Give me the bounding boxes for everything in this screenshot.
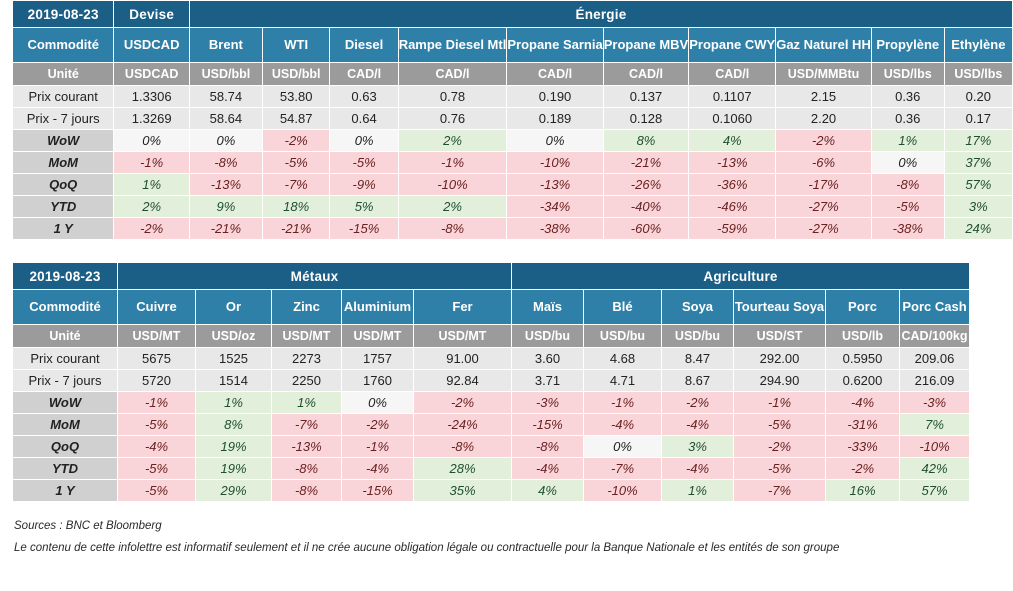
energie-date-cell: 2019-08-23 <box>13 1 114 28</box>
energie-prix-courant-10: 0.20 <box>944 86 1012 108</box>
energie-1y-9: -38% <box>871 218 944 240</box>
metaux-prix-7jours-1: 1514 <box>196 370 272 392</box>
metaux-unit-mais: USD/bu <box>512 325 584 348</box>
metaux-qoq-0: -4% <box>118 436 196 458</box>
metaux-wow-7: -2% <box>662 392 734 414</box>
metaux-prix-courant-9: 0.5950 <box>826 348 900 370</box>
metaux-col-or: Or <box>196 290 272 325</box>
energie-prix-7jours-8: 2.20 <box>776 108 872 130</box>
energie-mom-10: 37% <box>944 152 1012 174</box>
energie-wow-5: 0% <box>507 130 603 152</box>
table-row <box>13 218 1013 240</box>
metaux-1y-7: 1% <box>662 480 734 502</box>
metaux-ytd-8: -5% <box>734 458 826 480</box>
metaux-ytd-3: -4% <box>342 458 414 480</box>
metaux-mom-0: -5% <box>118 414 196 436</box>
energie-col-ethylene: Ethylène <box>944 28 1012 63</box>
metaux-prix-7jours-6: 4.71 <box>584 370 662 392</box>
metaux-qoq-2: -13% <box>272 436 342 458</box>
metaux-prix-7jours-3: 1760 <box>342 370 414 392</box>
metaux-ytd-6: -7% <box>584 458 662 480</box>
table-metaux-agriculture <box>12 262 970 502</box>
energie-unit-propane-cwy: CAD/l <box>689 63 776 86</box>
energie-1y-5: -38% <box>507 218 603 240</box>
metaux-wow-5: -3% <box>512 392 584 414</box>
metaux-col-porc: Porc <box>826 290 900 325</box>
metaux-1y-5: 4% <box>512 480 584 502</box>
metaux-mom-8: -5% <box>734 414 826 436</box>
energie-col-diesel: Diesel <box>330 28 398 63</box>
metaux-label-qoq: QoQ <box>13 436 118 458</box>
energie-1y-3: -15% <box>330 218 398 240</box>
metaux-qoq-7: 3% <box>662 436 734 458</box>
metaux-mom-6: -4% <box>584 414 662 436</box>
metaux-unit-tourteau-soya: USD/ST <box>734 325 826 348</box>
table-metaux-agriculture-wrapper <box>12 262 1013 502</box>
energie-prix-courant-3: 0.63 <box>330 86 398 108</box>
metaux-prix-7jours-5: 3.71 <box>512 370 584 392</box>
energie-mom-4: -1% <box>398 152 507 174</box>
metaux-qoq-4: -8% <box>414 436 512 458</box>
energie-prix-courant-8: 2.15 <box>776 86 872 108</box>
metaux-1y-4: 35% <box>414 480 512 502</box>
energie-qoq-4: -10% <box>398 174 507 196</box>
table-row <box>13 130 1013 152</box>
energie-ytd-8: -27% <box>776 196 872 218</box>
energie-1y-0: -2% <box>114 218 190 240</box>
energie-mom-9: 0% <box>871 152 944 174</box>
energie-prix-7jours-10: 0.17 <box>944 108 1012 130</box>
energie-col-usdcad: USDCAD <box>114 28 190 63</box>
metaux-ytd-10: 42% <box>900 458 970 480</box>
energie-wow-4: 2% <box>398 130 507 152</box>
energie-ytd-2: 18% <box>262 196 330 218</box>
metaux-ytd-2: -8% <box>272 458 342 480</box>
energie-prix-courant-4: 0.78 <box>398 86 507 108</box>
metaux-ytd-4: 28% <box>414 458 512 480</box>
energie-wow-3: 0% <box>330 130 398 152</box>
energie-col-propane-cwy: Propane CWY <box>689 28 776 63</box>
energie-wow-0: 0% <box>114 130 190 152</box>
energie-unit-rampe-diesel-mtl: CAD/l <box>398 63 507 86</box>
metaux-qoq-6: 0% <box>584 436 662 458</box>
table-energie-commodity-row <box>13 28 1013 63</box>
energie-col-rampe-diesel-mtl: Rampe Diesel Mtl <box>398 28 507 63</box>
metaux-qoq-3: -1% <box>342 436 414 458</box>
metaux-col-soya: Soya <box>662 290 734 325</box>
energie-label-prix-courant: Prix courant <box>13 86 114 108</box>
metaux-label-prix-7jours: Prix - 7 jours <box>13 370 118 392</box>
metaux-1y-3: -15% <box>342 480 414 502</box>
metaux-mom-10: 7% <box>900 414 970 436</box>
metaux-prix-courant-10: 209.06 <box>900 348 970 370</box>
metaux-wow-9: -4% <box>826 392 900 414</box>
table-row <box>13 196 1013 218</box>
energie-ytd-7: -46% <box>689 196 776 218</box>
metaux-col-zinc: Zinc <box>272 290 342 325</box>
energie-mom-7: -13% <box>689 152 776 174</box>
energie-mom-3: -5% <box>330 152 398 174</box>
energie-mom-1: -8% <box>189 152 262 174</box>
metaux-prix-7jours-9: 0.6200 <box>826 370 900 392</box>
energie-wow-10: 17% <box>944 130 1012 152</box>
energie-qoq-2: -7% <box>262 174 330 196</box>
table-metaux-unit-row <box>13 325 970 348</box>
metaux-prix-courant-3: 1757 <box>342 348 414 370</box>
energie-qoq-10: 57% <box>944 174 1012 196</box>
table-row <box>13 480 970 502</box>
energie-row-header-unite: Unité <box>13 63 114 86</box>
table-row <box>13 392 970 414</box>
metaux-ytd-7: -4% <box>662 458 734 480</box>
energie-unit-brent: USD/bbl <box>189 63 262 86</box>
energie-1y-7: -59% <box>689 218 776 240</box>
energie-unit-ethylene: USD/lbs <box>944 63 1012 86</box>
metaux-mom-4: -24% <box>414 414 512 436</box>
energie-group-devise: Devise <box>114 1 190 28</box>
energie-prix-7jours-3: 0.64 <box>330 108 398 130</box>
metaux-ytd-0: -5% <box>118 458 196 480</box>
energie-unit-propylene: USD/lbs <box>871 63 944 86</box>
energie-unit-propane-mbv: CAD/l <box>603 63 689 86</box>
energie-1y-6: -60% <box>603 218 689 240</box>
energie-prix-courant-2: 53.80 <box>262 86 330 108</box>
metaux-label-prix-courant: Prix courant <box>13 348 118 370</box>
metaux-mom-9: -31% <box>826 414 900 436</box>
table-row <box>13 458 970 480</box>
metaux-unit-zinc: USD/MT <box>272 325 342 348</box>
energie-ytd-5: -34% <box>507 196 603 218</box>
energie-unit-usdcad: USDCAD <box>114 63 190 86</box>
metaux-group-metaux: Métaux <box>118 263 512 290</box>
energie-qoq-3: -9% <box>330 174 398 196</box>
table-gap <box>0 240 1013 262</box>
energie-mom-8: -6% <box>776 152 872 174</box>
metaux-wow-4: -2% <box>414 392 512 414</box>
metaux-unit-aluminium: USD/MT <box>342 325 414 348</box>
energie-label-wow: WoW <box>13 130 114 152</box>
metaux-qoq-1: 19% <box>196 436 272 458</box>
energie-unit-diesel: CAD/l <box>330 63 398 86</box>
metaux-unit-or: USD/oz <box>196 325 272 348</box>
energie-col-gaz-naturel-hh: Gaz Naturel HH <box>776 28 872 63</box>
metaux-wow-2: 1% <box>272 392 342 414</box>
energie-unit-propane-sarnia: CAD/l <box>507 63 603 86</box>
energie-mom-0: -1% <box>114 152 190 174</box>
metaux-label-ytd: YTD <box>13 458 118 480</box>
energie-label-prix-7jours: Prix - 7 jours <box>13 108 114 130</box>
energie-qoq-5: -13% <box>507 174 603 196</box>
energie-mom-2: -5% <box>262 152 330 174</box>
metaux-prix-7jours-0: 5720 <box>118 370 196 392</box>
table-row <box>13 370 970 392</box>
metaux-group-agriculture: Agriculture <box>512 263 970 290</box>
metaux-prix-courant-0: 5675 <box>118 348 196 370</box>
metaux-1y-8: -7% <box>734 480 826 502</box>
metaux-mom-2: -7% <box>272 414 342 436</box>
metaux-1y-10: 57% <box>900 480 970 502</box>
metaux-wow-1: 1% <box>196 392 272 414</box>
energie-ytd-3: 5% <box>330 196 398 218</box>
energie-qoq-7: -36% <box>689 174 776 196</box>
metaux-ytd-1: 19% <box>196 458 272 480</box>
metaux-mom-7: -4% <box>662 414 734 436</box>
metaux-ytd-9: -2% <box>826 458 900 480</box>
metaux-unit-porc-cash: CAD/100kg <box>900 325 970 348</box>
energie-wow-6: 8% <box>603 130 689 152</box>
energie-ytd-4: 2% <box>398 196 507 218</box>
energie-prix-7jours-6: 0.128 <box>603 108 689 130</box>
energie-prix-7jours-9: 0.36 <box>871 108 944 130</box>
metaux-unit-cuivre: USD/MT <box>118 325 196 348</box>
table-row <box>13 86 1013 108</box>
energie-prix-7jours-1: 58.64 <box>189 108 262 130</box>
metaux-qoq-8: -2% <box>734 436 826 458</box>
metaux-label-1y: 1 Y <box>13 480 118 502</box>
energie-ytd-9: -5% <box>871 196 944 218</box>
metaux-mom-1: 8% <box>196 414 272 436</box>
energie-prix-courant-1: 58.74 <box>189 86 262 108</box>
metaux-row-header-unite: Unité <box>13 325 118 348</box>
metaux-1y-2: -8% <box>272 480 342 502</box>
metaux-date-cell: 2019-08-23 <box>13 263 118 290</box>
table-row <box>13 108 1013 130</box>
table-energie-group-header-row <box>13 1 1013 28</box>
energie-wow-9: 1% <box>871 130 944 152</box>
metaux-wow-6: -1% <box>584 392 662 414</box>
metaux-col-aluminium: Aluminium <box>342 290 414 325</box>
energie-ytd-1: 9% <box>189 196 262 218</box>
metaux-1y-6: -10% <box>584 480 662 502</box>
metaux-wow-8: -1% <box>734 392 826 414</box>
energie-prix-courant-6: 0.137 <box>603 86 689 108</box>
energie-1y-1: -21% <box>189 218 262 240</box>
metaux-col-mais: Maïs <box>512 290 584 325</box>
metaux-unit-soya: USD/bu <box>662 325 734 348</box>
metaux-prix-7jours-4: 92.84 <box>414 370 512 392</box>
energie-prix-courant-5: 0.190 <box>507 86 603 108</box>
metaux-col-tourteau-soya: Tourteau Soya <box>734 290 826 325</box>
metaux-col-fer: Fer <box>414 290 512 325</box>
metaux-prix-7jours-7: 8.67 <box>662 370 734 392</box>
metaux-qoq-10: -10% <box>900 436 970 458</box>
energie-qoq-9: -8% <box>871 174 944 196</box>
table-energie <box>12 0 1013 240</box>
metaux-prix-courant-5: 3.60 <box>512 348 584 370</box>
metaux-mom-5: -15% <box>512 414 584 436</box>
table-row <box>13 152 1013 174</box>
table-energie-wrapper <box>12 0 1013 240</box>
table-row <box>13 414 970 436</box>
metaux-prix-courant-4: 91.00 <box>414 348 512 370</box>
energie-unit-wti: USD/bbl <box>262 63 330 86</box>
footer-disclaimer: Le contenu de cette infolettre est informatif seulement et il ne crée aucune obligation légale ou contractuelle pour la Banque Nationale et les entités de son groupe <box>14 541 840 554</box>
energie-wow-7: 4% <box>689 130 776 152</box>
metaux-wow-10: -3% <box>900 392 970 414</box>
table-row <box>13 348 970 370</box>
energie-qoq-8: -17% <box>776 174 872 196</box>
energie-group-energie: Énergie <box>189 1 1012 28</box>
metaux-prix-courant-2: 2273 <box>272 348 342 370</box>
energie-wow-2: -2% <box>262 130 330 152</box>
energie-1y-10: 24% <box>944 218 1012 240</box>
energie-prix-courant-9: 0.36 <box>871 86 944 108</box>
energie-label-mom: MoM <box>13 152 114 174</box>
energie-label-qoq: QoQ <box>13 174 114 196</box>
energie-row-header-commodite: Commodité <box>13 28 114 63</box>
metaux-prix-7jours-2: 2250 <box>272 370 342 392</box>
metaux-unit-ble: USD/bu <box>584 325 662 348</box>
metaux-label-wow: WoW <box>13 392 118 414</box>
energie-col-propane-sarnia: Propane Sarnia <box>507 28 603 63</box>
metaux-prix-courant-6: 4.68 <box>584 348 662 370</box>
metaux-unit-fer: USD/MT <box>414 325 512 348</box>
metaux-col-ble: Blé <box>584 290 662 325</box>
energie-prix-7jours-7: 0.1060 <box>689 108 776 130</box>
energie-qoq-6: -26% <box>603 174 689 196</box>
energie-prix-7jours-4: 0.76 <box>398 108 507 130</box>
energie-ytd-6: -40% <box>603 196 689 218</box>
energie-qoq-1: -13% <box>189 174 262 196</box>
energie-prix-courant-7: 0.1107 <box>689 86 776 108</box>
energie-prix-7jours-2: 54.87 <box>262 108 330 130</box>
energie-wow-1: 0% <box>189 130 262 152</box>
energie-1y-2: -21% <box>262 218 330 240</box>
metaux-wow-0: -1% <box>118 392 196 414</box>
energie-unit-gaz-naturel-hh: USD/MMBtu <box>776 63 872 86</box>
table-row <box>13 436 970 458</box>
energie-prix-7jours-0: 1.3269 <box>114 108 190 130</box>
energie-col-brent: Brent <box>189 28 262 63</box>
metaux-prix-courant-7: 8.47 <box>662 348 734 370</box>
energie-1y-8: -27% <box>776 218 872 240</box>
metaux-prix-courant-8: 292.00 <box>734 348 826 370</box>
metaux-col-cuivre: Cuivre <box>118 290 196 325</box>
metaux-label-mom: MoM <box>13 414 118 436</box>
table-metaux-commodity-row <box>13 290 970 325</box>
energie-label-ytd: YTD <box>13 196 114 218</box>
energie-wow-8: -2% <box>776 130 872 152</box>
metaux-prix-courant-1: 1525 <box>196 348 272 370</box>
energie-prix-7jours-5: 0.189 <box>507 108 603 130</box>
energie-qoq-0: 1% <box>114 174 190 196</box>
metaux-1y-0: -5% <box>118 480 196 502</box>
energie-mom-6: -21% <box>603 152 689 174</box>
energie-prix-courant-0: 1.3306 <box>114 86 190 108</box>
metaux-mom-3: -2% <box>342 414 414 436</box>
energie-col-propylene: Propylène <box>871 28 944 63</box>
energie-1y-4: -8% <box>398 218 507 240</box>
metaux-wow-3: 0% <box>342 392 414 414</box>
table-metaux-group-header-row <box>13 263 970 290</box>
metaux-qoq-9: -33% <box>826 436 900 458</box>
metaux-prix-7jours-8: 294.90 <box>734 370 826 392</box>
metaux-col-porc-cash: Porc Cash <box>900 290 970 325</box>
table-energie-unit-row <box>13 63 1013 86</box>
footer-sources: Sources : BNC et Bloomberg <box>14 520 162 532</box>
metaux-qoq-5: -8% <box>512 436 584 458</box>
metaux-row-header-commodite: Commodité <box>13 290 118 325</box>
table-row <box>13 174 1013 196</box>
energie-mom-5: -10% <box>507 152 603 174</box>
metaux-ytd-5: -4% <box>512 458 584 480</box>
energie-col-propane-mbv: Propane MBV <box>603 28 689 63</box>
energie-col-wti: WTI <box>262 28 330 63</box>
energie-ytd-0: 2% <box>114 196 190 218</box>
metaux-1y-1: 29% <box>196 480 272 502</box>
metaux-unit-porc: USD/lb <box>826 325 900 348</box>
metaux-prix-7jours-10: 216.09 <box>900 370 970 392</box>
energie-ytd-10: 3% <box>944 196 1012 218</box>
metaux-1y-9: 16% <box>826 480 900 502</box>
footer <box>14 516 1013 560</box>
energie-label-1y: 1 Y <box>13 218 114 240</box>
